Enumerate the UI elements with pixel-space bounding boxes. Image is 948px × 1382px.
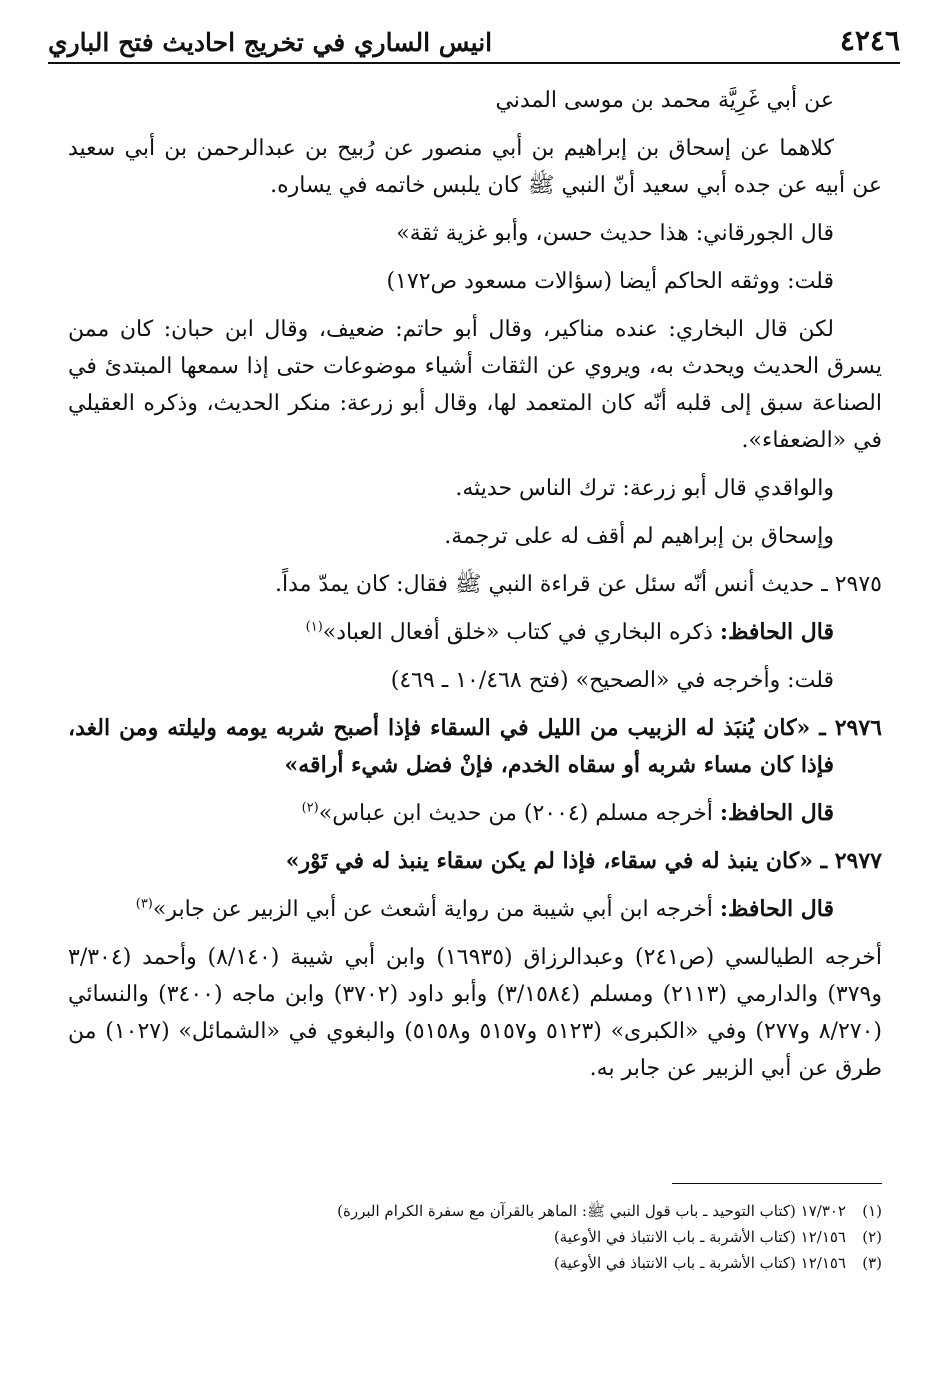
paragraph-isnad: كلاهما عن إسحاق بن إبراهيم بن أبي منصور عن رُبيح بن عبدالرحمن بن أبي سعيد عن أبيه عن جده أبي سعيد أنّ النبي ﷺ كان يلبس خاتمه في يساره. bbox=[68, 136, 882, 198]
paragraph-takhrij: أخرجه الطيالسي (ص٢٤١) وعبدالرزاق (١٦٩٣٥) وابن أبي شيبة (٨/١٤٠) وأحمد (٣/٣٠٤ و٣٧٩) والدارمي (٢١١٣) ومسلم (٣/١٥٨٤) وأبو داود (٣٧٠٢) وابن ماجه (٣٤٠٠) والنسائي (٨/٢٧٠ و٢٧٧) وفي «الكبرى» (٥١٢٣ و٥١٥٧ و٥١٥٨) والبغوي في «الشمائل» (١٠٢٧) من طرق عن أبي الزبير عن جابر به. bbox=[68, 945, 883, 1081]
paragraph-hakim: قلت: ووثقه الحاكم أيضا (سؤالات مسعود ص١٧٢) bbox=[386, 269, 834, 294]
hafiz-label: قال الحافظ: bbox=[719, 800, 834, 826]
hadith-2976-hafiz bbox=[68, 795, 882, 832]
footnote-text: ١٧/٣٠٢ (كتاب التوحيد ـ باب قول النبي ﷺ: الماهر بالقرآن مع سفرة الكرام البررة) bbox=[337, 1202, 846, 1220]
footnote-text: ١٢/١٥٦ (كتاب الأشربة ـ باب الانتباذ في الأوعية) bbox=[553, 1228, 846, 1246]
hadith-2976-heading: ٢٩٧٦ ـ «كان يُنبَذ له الزبيب من الليل في السقاء فإذا أصبح شربه يومه وليلته ومن الغد، فإذا كان مساء شربه أو سقاه الخدم، فإنْ فضل شيء أراقه» bbox=[68, 715, 882, 778]
footnote-2 bbox=[68, 1224, 882, 1250]
paragraph-jurqani: قال الجورقاني: هذا حديث حسن، وأبو غزية ثقة» bbox=[396, 221, 834, 246]
paragraph-criticism: لكن قال البخاري: عنده مناكير، وقال أبو حاتم: ضعيف، وقال ابن حبان: كان ممن يسرق الحديث ويحدث به، ويروي عن الثقات أشياء موضوعات حتى إذا سمعها المبتدئ في الصناعة سبق إلى قلبه أنّه كان المتعمد لها، وقال أبو زرعة: منكر الحديث، وذكره العقيلي في «الضعفاء». bbox=[68, 317, 882, 453]
page-number: ٤٢٤٦ bbox=[839, 24, 900, 57]
hadith-2975-heading: ٢٩٧٥ ـ حديث أنس أنّه سئل عن قراءة النبي ﷺ فقال: كان يمدّ مداً. bbox=[275, 572, 882, 597]
footnote-text: ١٢/١٥٦ (كتاب الأشربة ـ باب الانتباذ في الأوعية) bbox=[553, 1254, 846, 1272]
hafiz-text: أخرجه مسلم (٢٠٠٤) من حديث ابن عباس» bbox=[318, 801, 713, 826]
footnote-3 bbox=[68, 1250, 882, 1276]
paragraph-narrator: عن أبي غَرِيَّة محمد بن موسى المدني bbox=[495, 88, 834, 113]
hadith-2977-heading: ٢٩٧٧ ـ «كان ينبذ له في سقاء، فإذا لم يكن سقاء ينبذ له في تَوْر» bbox=[285, 848, 882, 874]
hafiz-text: ذكره البخاري في كتاب «خلق أفعال العباد» bbox=[322, 620, 713, 645]
footnote-number: (٣) bbox=[862, 1254, 882, 1272]
footnotes bbox=[68, 1198, 882, 1276]
page-body bbox=[68, 82, 882, 1098]
footnote-ref-1[interactable]: (١) bbox=[305, 619, 323, 635]
hadith-2975-hafiz bbox=[68, 614, 882, 651]
hadith-2975-qult: قلت: وأخرجه في «الصحيح» (فتح ١٠/٤٦٨ ـ ٤٦٩) bbox=[390, 668, 834, 693]
footnote-divider bbox=[672, 1183, 882, 1184]
hadith-2977-hafiz bbox=[68, 891, 882, 928]
hafiz-text: أخرجه ابن أبي شيبة من رواية أشعث عن أبي الزبير عن جابر» bbox=[152, 897, 713, 922]
hafiz-label: قال الحافظ: bbox=[719, 896, 834, 922]
footnote-ref-2[interactable]: (٢) bbox=[301, 800, 319, 816]
footnote-ref-3[interactable]: (٣) bbox=[135, 896, 153, 912]
hafiz-label: قال الحافظ: bbox=[719, 619, 834, 645]
footnote-number: (١) bbox=[862, 1202, 882, 1220]
page-header bbox=[48, 22, 900, 64]
footnote-number: (٢) bbox=[862, 1228, 882, 1246]
book-title: انيس الساري في تخريج احاديث فتح الباري bbox=[48, 28, 493, 57]
footnote-1 bbox=[68, 1198, 882, 1224]
paragraph-ishaq: وإسحاق بن إبراهيم لم أقف له على ترجمة. bbox=[444, 524, 834, 549]
paragraph-waqidi: والواقدي قال أبو زرعة: ترك الناس حديثه. bbox=[455, 476, 834, 501]
